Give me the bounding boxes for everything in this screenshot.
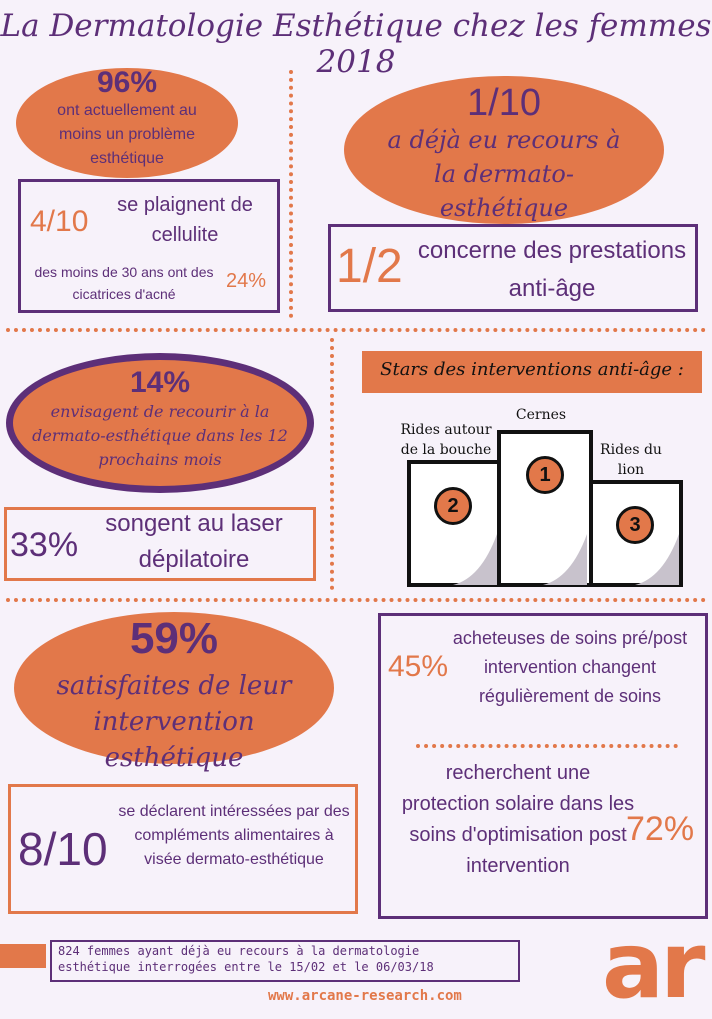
podium-step-1 [497, 430, 593, 587]
cellulite-value: 4/10 [30, 205, 89, 238]
stat-59-value: 59% [129, 614, 219, 663]
page-title: La Dermatologie Esthétique chez les femmes 2018 [0, 8, 712, 80]
care-text: acheteuses de soins pré/post intervention changent régulièrement de soins [452, 628, 688, 706]
half-text: concerne des prestations anti-âge [417, 237, 687, 302]
stat-96-text: ont actuellement au moins un problème esthétique [57, 102, 197, 167]
divider-horizontal-1 [6, 328, 706, 332]
laser-text: songent au laser dépilatoire [105, 510, 283, 573]
divider-vertical-top [289, 70, 293, 318]
rank-badge-2: 2 [434, 487, 472, 525]
half-value: 1/2 [336, 240, 403, 293]
stat-96-value: 96% [96, 66, 158, 99]
podium-label-3: Rides du lion [600, 442, 662, 478]
stat-14-value: 14% [129, 366, 191, 399]
shadow-shape [451, 530, 501, 590]
care-divider [416, 744, 678, 748]
arcane-logo: ar [602, 912, 702, 1019]
podium-label-1: Cernes [515, 407, 567, 423]
care-value: 45% [388, 650, 449, 683]
rank-badge-3: 3 [616, 506, 654, 544]
divider-horizontal-2 [6, 598, 706, 602]
divider-vertical-middle [330, 338, 334, 590]
footer-accent-bar [0, 944, 46, 968]
stat-14-text: envisagent de recourir à la dermato-esthétique dans les 12 prochains mois [32, 402, 288, 469]
podium-title: Stars des interventions anti-âge : [380, 359, 684, 380]
cellulite-text: se plaignent de cellulite [117, 194, 253, 246]
shadow-shape [541, 530, 591, 590]
rank-badge-1: 1 [526, 456, 564, 494]
supplements-text: se déclarent intéressées par des compléments alimentaires à visée dermato-esthétique [118, 803, 350, 868]
one-in-ten-value: 1/10 [467, 82, 541, 124]
sunscreen-text: recherchent une protection solaire dans les soins d'optimisation post intervention [401, 762, 635, 877]
stat-59-text: satisfaites de leur intervention esthétique [56, 671, 292, 773]
acne-text: des moins de 30 ans ont des cicatrices d'acné [34, 264, 214, 302]
footer-note: 824 femmes ayant déjà eu recours à la dermatologie esthétique interrogées entre le 15/02 et le 06/03/18 [58, 944, 434, 974]
footer-website-link[interactable]: www.arcane-research.com [268, 988, 462, 1004]
laser-value: 33% [10, 526, 79, 564]
acne-value: 24% [226, 270, 267, 292]
sunscreen-value: 72% [626, 810, 695, 848]
supplements-value: 8/10 [18, 823, 108, 875]
one-in-ten-text: a déjà eu recours à la dermato-esthétique [387, 126, 621, 222]
podium-label-2: Rides autour de la bouche [400, 422, 492, 458]
